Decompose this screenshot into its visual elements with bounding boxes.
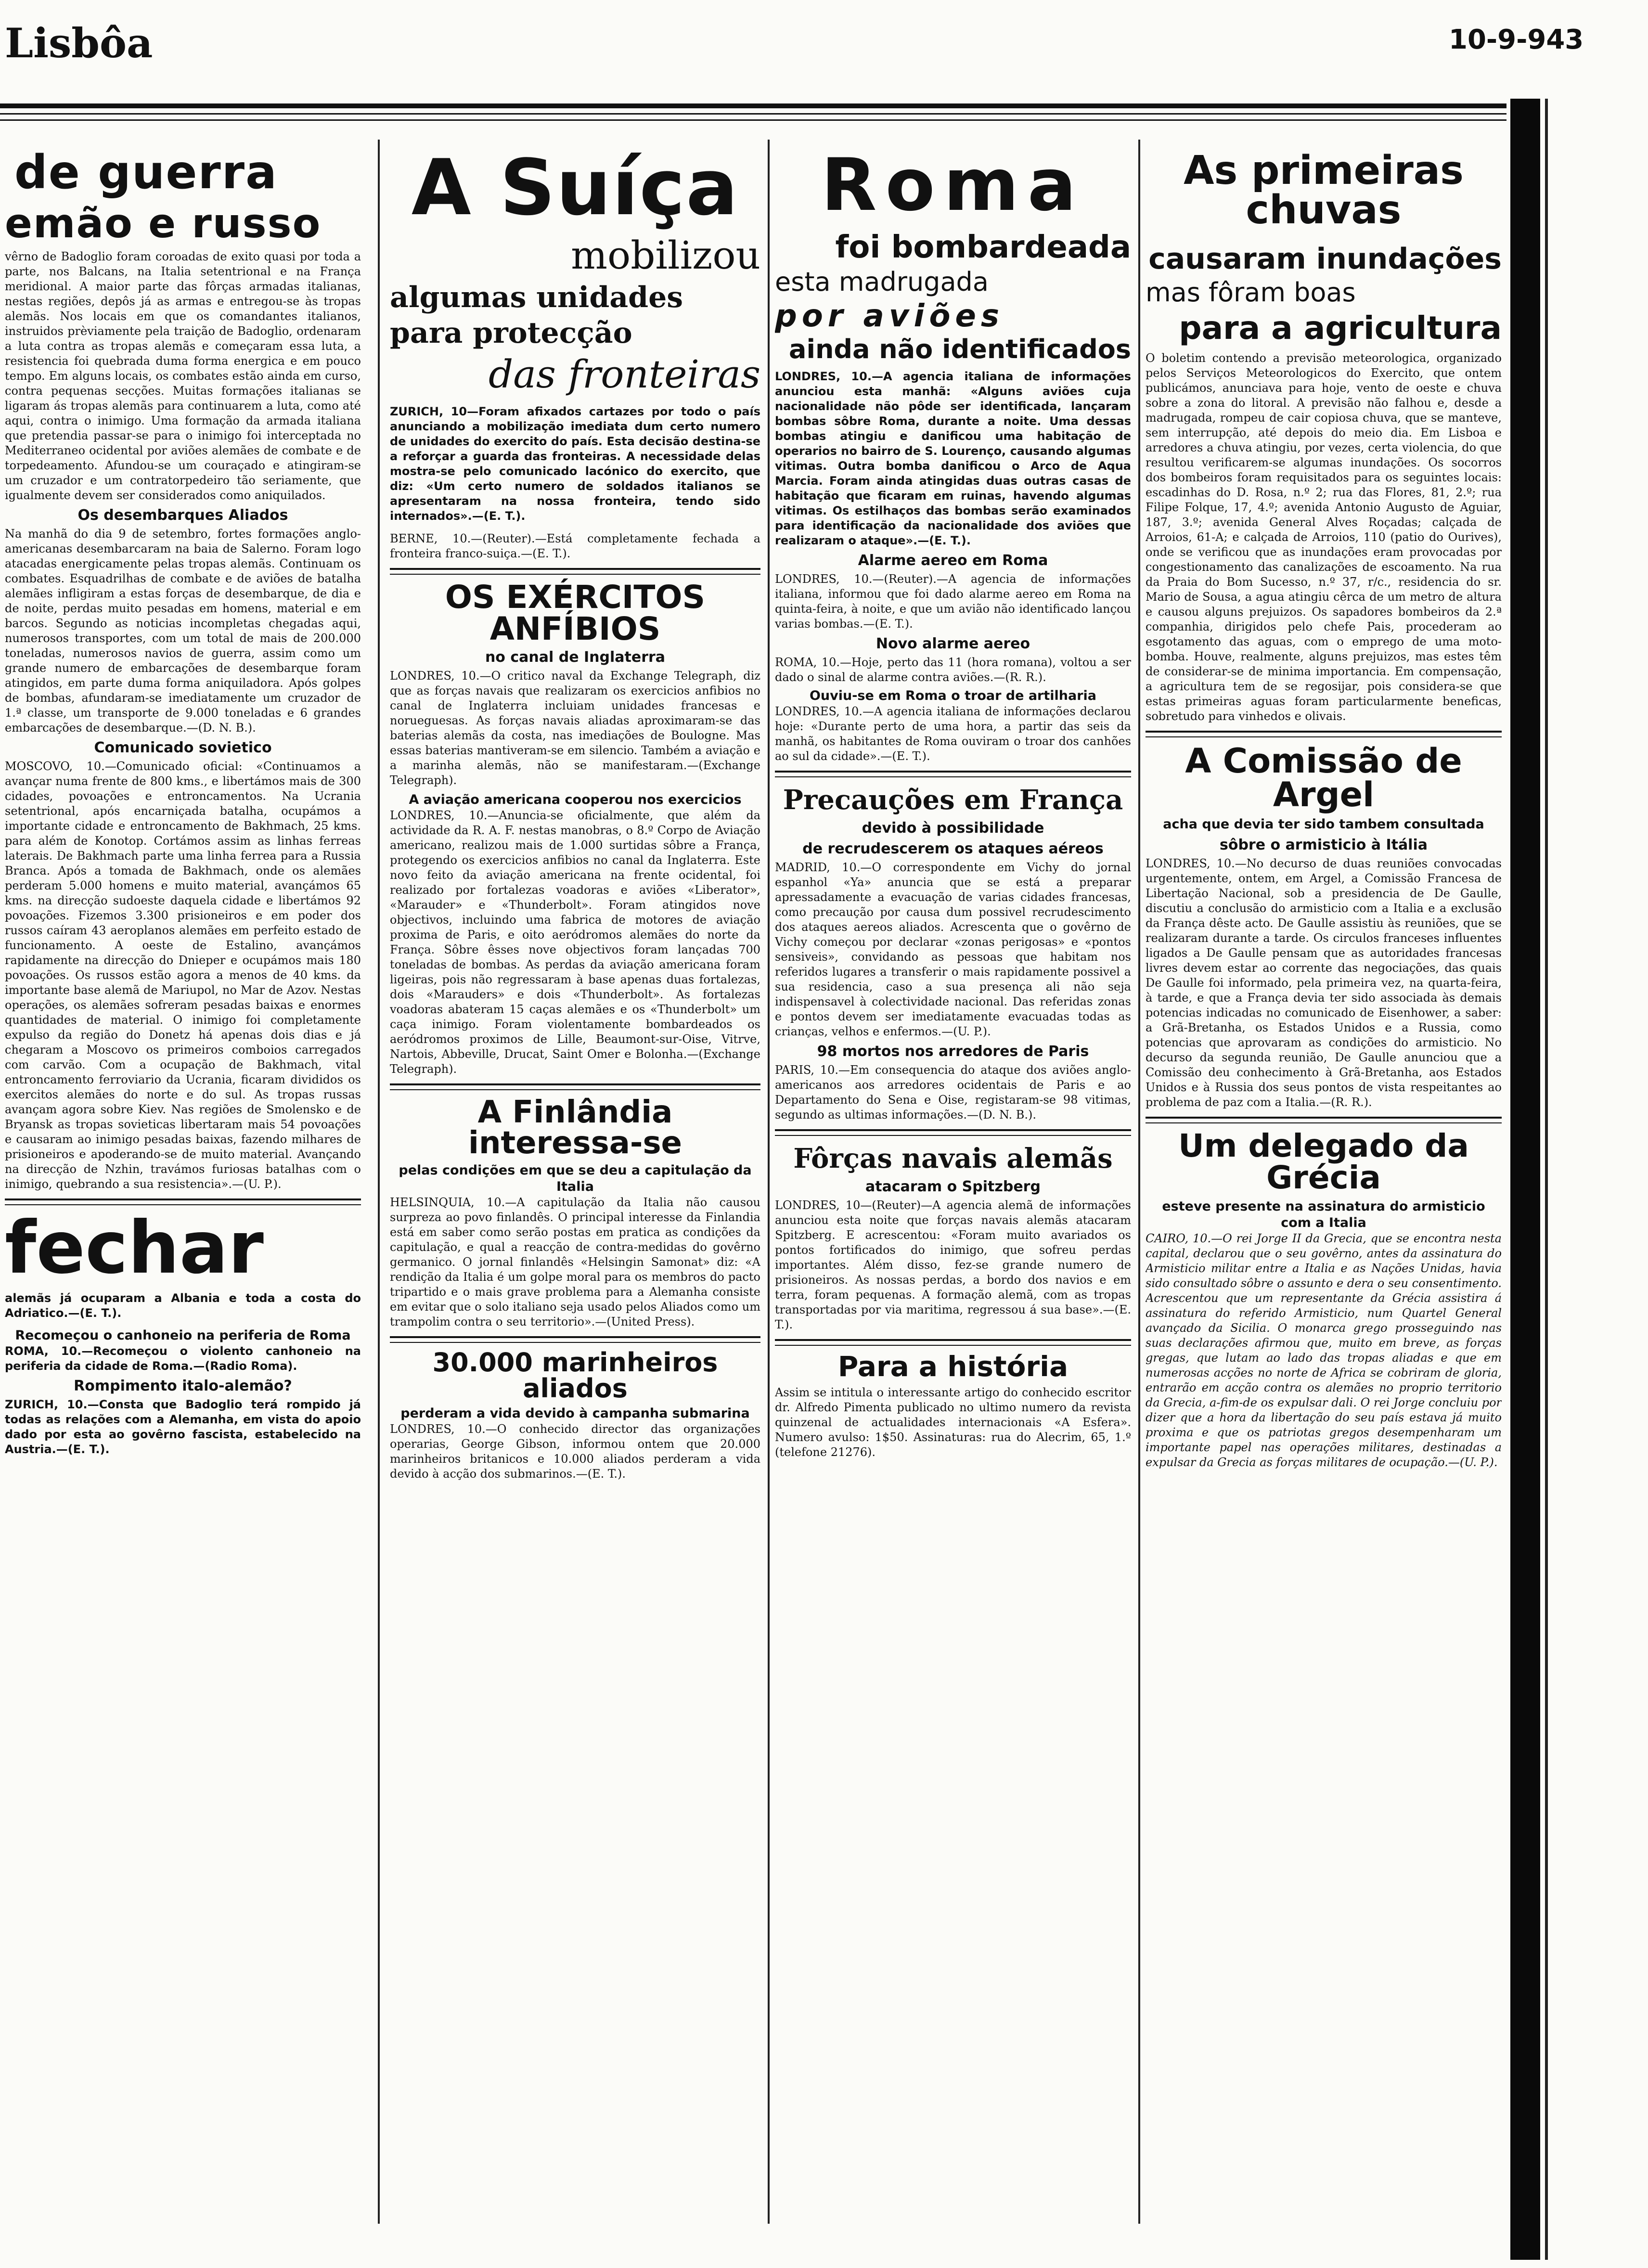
page-edge-line (1545, 99, 1548, 2260)
article-exercitos-anfibios: LONDRES, 10.—O critico naval da Exchange Telegraph, diz que as forças navais que realizaram os exercicios anfibios no canal de Inglaterra incluiam unidades francesas e norueguesas. As forças navais aliadas aproximaram-se das baterias alemãs da costa, nas imediações de Boulogne. Mas essas baterias mantiveram-se em silencio. Também a aviação e a marinha alemãs, não se manifestaram.—(Exchange Telegraph). (390, 669, 760, 787)
article-roma: LONDRES, 10.—A agencia italiana de informações anunciou esta manhã: «Alguns aviões cuja nacionalidade não pôde ser identificada, lançaram bombas sôbre Roma, durante a noite. Uma dessas bombas atingiu e danificou uma habitação de operarios no bairro de S. Lourenço, causando algumas vitimas. Outra bomba danificou o Arco de Aqua Marcia. Foram ainda atingidas duas outras casas de habitação que ficaram em ruinas, havendo algumas vitimas. Os estilhaços das bombas serão examinados para identificação da nacionalidade dos aviões que realizaram o ataque».—(E. T.). (775, 370, 1131, 547)
column-divider (1138, 140, 1140, 2224)
section-rule (390, 1336, 760, 1343)
subhead-alarme-aereo: Alarme aereo em Roma (858, 552, 1048, 569)
subhead-spitzberg: atacaram o Spitzberg (865, 1178, 1041, 1195)
article-berne: BERNE, 10.—(Reuter).—Está completamente fechada a fronteira franco-suiça.—(E. T.). (390, 532, 760, 560)
subhead-novo-alarme: Novo alarme aereo (876, 635, 1030, 652)
article-comunicado-sovietico: MOSCOVO, 10.—Comunicado oficial: «Continuamos a avançar numa frente de 800 kms., e libertámos mais de 300 cidades, povoações e entroncamentos. Na Ucrania setentrional, após encarniçada batalha, ocupámos a importante cidade e entroncamento de Bakhmach, 25 kms. para além de Konotop. Cortámos assim as linhas ferreas laterais. De Bakhmach parte uma linha ferrea para a Russia Branca. Após a tomada de Bakhmach, onde os alemães perderam 5.000 homens e muito material, avançámos 65 kms. na direcção sudoeste daquela cidade e libertámos 92 povoações. Fizemos 3.300 prisioneiros e em poder dos russos caíram 43 aeroplanos alemães em perfeito estado de funcionamento. A oeste de Estalino, avançámos rapidamente na direcção do Dnieper e ocupámos mais 180 povoações. Os russos estão agora a menos de 40 kms. da importante base alemã de Mariupol, no Mar de Azov. Nestas operações, os alemães sofreram pesadas baixas e enormes quantidades de material. O inimigo foi completamente expulso da região do Donetz há apenas dois dias e já chegaram a Moscovo os primeiros comboios carregados com carvão. Com a ocupação de Bakhmach, vital entroncamento ferroviario da Ucrania, ficaram divididos os exercitos alemães do norte e do sul. As tropas russas avançam agora sobre Kiev. Nas regiões de Smolensko e de Bryansk as tropas sovieticas libertaram mais 54 povoações e causaram ao inimigo pesadas baixas, fazendo milhares de prisioneiros e apoderando-se de muito material. Avançando na direcção de Nzhin, travámos furiosas batalhas com o inimigo, quebrando a sua resistencia».—(U. P.). (5, 760, 361, 1191)
paper-name: Lisbôa (5, 19, 153, 67)
subhead-canal-inglaterra: no canal de Inglaterra (485, 649, 666, 666)
article-suica: ZURICH, 10—Foram afixados cartazes por todo o país anunciando a mobilização imediata dum certo numero de unidades do exercito do país. Esta decisão destina-se a reforçar a guarda das fronteiras. A necessidade delas mostra-se pelo comunicado lacónico do exercito, que diz: «Um certo numero de soldados italianos se apresentaram na nossa fronteira, tendo sido internados».—(E. T.). (390, 405, 760, 523)
article-troar-artilharia: LONDRES, 10.—A agencia italiana de informações declarou hoje: «Durante perto de uma hora, a partir das seis da manhã, os habitantes de Roma ouviram o troar dos canhões ao sul da cidade».—(E. T.). (775, 705, 1131, 763)
headline-para-a-historia: Para a história (837, 1350, 1069, 1383)
subhead-algumas-unidades: algumas unidades (390, 281, 683, 314)
subhead-canhoneio: Recomeçou o canhoneio na periferia de Roma (15, 1328, 351, 1343)
article-para-a-historia: Assim se intitula o interessante artigo do conhecido escritor dr. Alfredo Pimenta publicado no ultimo numero da revista quinzenal de actualidades internacionais «A Esfera». Numero avulso: 1$50. Assinaturas: rua do Alecrim, 65, 1.º (telefone 21276). (775, 1386, 1131, 1459)
subhead-por-avioes: por aviões (775, 298, 1004, 334)
masthead-rule (0, 103, 1506, 108)
headline-fechar: fechar (5, 1206, 264, 1290)
headline-a-suica: A Suíça (411, 142, 739, 232)
subhead-desembarques: Os desembarques Aliados (77, 507, 288, 524)
subhead-98-mortos: 98 mortos nos arredores de Paris (817, 1043, 1089, 1060)
subhead-mobilizou: mobilizou (571, 233, 760, 278)
article-alarme-aereo: LONDRES, 10.—(Reuter).—A agencia de informações italiana, informou que foi dado alarme aereo em Roma na quinta-feira, à noite, e que um avião não identificado lançou varias bombas.—(E. T.). (775, 572, 1131, 631)
headline-finlandia: A Finlândia interessa-se (468, 1095, 682, 1161)
masthead-rule-thin-2 (0, 119, 1506, 121)
section-rule (5, 1198, 361, 1205)
headline-primeiras-chuvas: As primeiras chuvas (1184, 148, 1464, 233)
subhead-comunicado-sovietico: Comunicado sovietico (94, 739, 272, 756)
section-rule (775, 1129, 1131, 1136)
subhead-delegado-grecia: esteve presente na assinatura do armisticio com a Italia (1162, 1199, 1485, 1230)
column-3 (775, 140, 1131, 2224)
subhead-possibilidade: devido à possibilidade (862, 820, 1044, 837)
headline-exercitos-anfibios: OS EXÉRCITOS ANFÍBIOS (445, 579, 706, 647)
masthead-rule-thin (0, 113, 1506, 115)
section-rule (1146, 731, 1502, 737)
subhead-causaram-inundacoes: causaram inundações (1148, 242, 1502, 276)
article-98-mortos: PARIS, 10.—Em consequencia do ataque dos aviões anglo-americanos aos arredores ocidentais de Paris e ao Departamento do Sena e Oise, registaram-se 98 vitimas, segundo as ultimas informações.—(D. N. B.). (775, 1063, 1131, 1121)
headline-forcas-navais: Fôrças navais alemãs (793, 1143, 1113, 1174)
subhead-recrudescerem: de recrudescerem os ataques aéreos (802, 840, 1104, 857)
headline-delegado-grecia: Um delegado da Grécia (1178, 1127, 1469, 1196)
column-1 (5, 140, 361, 2224)
subhead-finlandia: pelas condições em que se deu a capitulação da Italia (399, 1163, 752, 1194)
page-date: 10-9-943 (1449, 24, 1584, 55)
section-rule (390, 1083, 760, 1090)
section-rule (1146, 1117, 1502, 1123)
headline-precaucoes-franca: Precauções em França (783, 784, 1123, 816)
subhead-aviacao-americana: A aviação americana cooperou nos exercicios (409, 792, 742, 807)
article-desembarques: Na manhã do dia 9 de setembro, fortes formações anglo-americanas desembarcaram na baia de Salerno. Foram logo atacadas energicamente pelas tropas alemãs. Continuam os combates. Esquadrilhas de combate e de aviões de batalha alemães infligiram a estas forças de desembarque, de dia e de noite, perdas muito pesadas em homens, material e em barcos. Segundo as noticias incompletas chegadas aqui, numerosos transportes, com um total de mais de 200.000 toneladas, numerosos navios de guerra, assim como um grande numero de embarcações de desembarque foram atingidos, em parte duma forma aniquiladora. Após golpes de bombas, afundaram-se imediatamente um cruzador de 1.ª classe, um transporte de 9.000 toneladas e 6 grandes embarcações de desembarque.—(D. N. B.). (5, 527, 361, 735)
article-finlandia: HELSINQUIA, 10.—A capitulação da Italia não causou surpreza ao povo finlandês. O principal interesse da Finlandia está em saber como serão postas em pratica as condições da capitulação, e qual a reacção de contra-medidas do govêrno germanico. O jornal finlandês «Helsingin Samonat» diz: «A rendição da Italia é um golpe moral para os membros do pacto tripartido e o mais grave problema para a Alemanha consiste em evitar que o solo italiano seja usado pelos Aliados como um trampolim contra o seu territorio».—(United Press). (390, 1196, 760, 1328)
headline-roma: Roma (821, 143, 1085, 227)
column-4 (1146, 140, 1502, 2224)
article-intro: vêrno de Badoglio foram coroadas de exito quasi por toda a parte, nos Balcans, na Italia setentrional e na França meridional. A maior parte das fôrças armadas italianas, nestas regiões, depôs já as armas e entregou-se às tropas alemãs. Nos locais em que os comandantes italianos, instruidos prèviamente pela traição de Badoglio, ordenaram a luta contra as tropas alemãs e começaram essa luta, a resistencia foi quebrada duma forma energica e em pouco tempo. Em alguns locais, os combates estão ainda em curso, contra pequenas secções. Muitas formações italianas se ligaram ás tropas alemãs para continuarem a luta, como até aqui, contra o inimigo. Uma formação da armada italiana que pretendia passar-se para o inimigo foi interceptada no Mediterraneo ocidental por aviões alemães de combate e de torpedeamento. Afundou-se um couraçado e atingiram-se um cruzador e um contratorpedeiro tão seriamente, que igualmente devem ser considerados como aniquilados. (5, 250, 361, 502)
article-marinheiros: LONDRES, 10.—O conhecido director das organizações operarias, George Gibson, informou ontem que 20.000 marinheiros britanicos e 10.000 aliados perderam a vida devido à acção dos submarinos.—(E. T.). (390, 1422, 760, 1481)
subhead-foi-bombardeada: foi bombardeada (835, 230, 1131, 265)
article-rompimento: ZURICH, 10.—Consta que Badoglio terá rompido já todas as relações com a Alemanha, em vista do apoio dado por esta ao govêrno fascista, estabelecido na Austria.—(E. T.). (5, 1398, 361, 1456)
headline-alemao-russo: emão e russo (5, 200, 322, 247)
subhead-devia-ter-sido-consultada: acha que devia ter sido tambem consultada (1163, 817, 1484, 832)
section-rule (775, 1339, 1131, 1346)
headline-marinheiros: 30.000 marinheiros aliados (432, 1347, 718, 1404)
article-aviacao-americana: LONDRES, 10.—Anuncia-se oficialmente, que além da actividade da R. A. F. nestas manobras, o 8.º Corpo de Aviação americano, realizou mais de 1.000 surtidas sôbre a França, protegendo os exercicios anfibios no canal da Inglaterra. Este novo feito da aviação americana na frente ocidental, foi realizado por fortalezas voadoras e aviões «Liberator», «Marauder» e «Thunderbolt». Foram atingidos nove objectivos, incluindo uma fabrica de motores de aviação proxima de Paris, e oito aeródromos alemães do norte da França. Sôbre êsses nove objectivos foram lançadas 700 toneladas de bombas. As perdas da aviação americana foram ligeiras, pois não regressaram à base apenas duas fortalezas, dois «Marauders» e dois «Thunderbolt». As fortalezas voadoras abateram 15 caças alemães e os «Thunderbolt» um caça inimigo. Foram violentamente bombardeados os aeródromos proximos de Lille, Beaumont-sur-Oise, Vitrve, Nartois, Abbeville, Drucat, Saint Omer e Bolonha.—(Exchange Telegraph). (390, 809, 760, 1076)
article-precaucoes-franca: MADRID, 10.—O correspondente em Vichy do jornal espanhol «Ya» anuncia que se está a preparar apressadamente a evacuação de varias cidades francesas, como precaução por causa dum possivel recrudescimento dos ataques aereos aliados. Acrescenta que o govêrno de Vichy começou por declarar «zonas perigosas» e «pontos sensiveis», convidando as pessoas que habitam nos referidos lugares a transferir o mais rapidamente possivel a sua residencia, caso a sua presença ali não seja indispensavel à colectividade nacional. Das referidas zonas e pontos devem ser imediatamente evacuadas todas as crianças, velhos e enfermos.—(U. P.). (775, 861, 1131, 1038)
subhead-esta-madrugada: esta madrugada (775, 267, 989, 297)
column-2 (390, 140, 760, 2224)
column-divider (768, 140, 770, 2224)
subhead-mas-foram-boas: mas fôram boas (1146, 277, 1356, 308)
section-rule (775, 771, 1131, 777)
article-canhoneio: ROMA, 10.—Recomeçou o violento canhoneio na periferia da cidade de Roma.—(Radio Roma). (5, 1344, 361, 1373)
subhead-ainda-nao-identificados: ainda não identificados (789, 334, 1131, 364)
article-delegado-grecia: CAIRO, 10.—O rei Jorge II da Grecia, que se encontra nesta capital, declarou que o seu govêrno, antes da assinatura do Armisticio militar entre a Italia e as Nações Unidas, havia sido consultado sôbre o assunto e dera o seu consentimento. Acrescentou que um representante da Grécia assistira á assinatura do referido Armisticio, num Quartel General avançado da Sicilia. O monarca grego prosseguindo nas suas declarações afirmou que, muito em breve, as forças gregas, que lutam ao lado das tropas aliadas e que em numerosas acções no norte de Africa se cobriram de gloria, entrarão em acção contra os alemães no proprio territorio da Grecia, a-fim-de os expulsar dali. O rei Jorge concluiu por dizer que a hora da libertação do seu país estava já muito proxima e que os patriotas gregos desempenharam um importante papel nas operações militares, destinadas a expulsar da Grecia as forças militares de ocupação.—(U. P.). (1146, 1232, 1502, 1469)
subhead-armisticio-italia: sôbre o armisticio à Itália (1219, 837, 1428, 853)
section-rule (390, 568, 760, 575)
subhead-troar-artilharia: Ouviu-se em Roma o troar de artilharia (809, 688, 1097, 703)
subhead-para-proteccao: para protecção (390, 316, 632, 350)
article-forcas-navais: LONDRES, 10—(Reuter)—A agencia alemã de informações anunciou esta noite que forças navais alemãs atacaram Spitzberg. E acrescentou: «Foram muito avariados os pontos fortificados do inimigo, que sofreu perdas importantes. Além disso, fez-se grande numero de prisioneiros. As nossas perdas, a bordo dos navios e em terra, foram pequenas. A formação alemã, com as tropas transportadas por via maritima, regressou á sua base».—(E. T.). (775, 1198, 1131, 1331)
page-edge-bar (1510, 99, 1540, 2260)
headline-comissao-argel: A Comissão de Argel (1185, 741, 1462, 814)
article-fechar: alemãs já ocuparam a Albania e toda a costa do Adriatico.—(E. T.). (5, 1291, 361, 1320)
article-comissao-argel: LONDRES, 10.—No decurso de duas reuniões convocadas urgentemente, ontem, em Argel, a Comissão Francesa de Libertação Nacional, sob a presidencia de De Gaulle, discutiu a conclusão do armisticio com a Italia e a exclusão da França dêste acto. De Gaulle assistiu às reuniões, que se realizaram durante a tarde. Os circulos franceses influentes ligados a De Gaulle pensam que as autoridades francesas livres devem estar ao corrente das negociações, das quais De Gaulle foi informado, pela primeira vez, na quarta-feira, à tarde, e que a França devia ter sido associada às demais potencias indicadas no comunicado de Eisenhower, a saber: a Grã-Bretanha, os Estados Unidos e a Russia, como potencias que aprovaram as condições do armisticio. No decurso da segunda reunião, De Gaulle anunciou que a Comissão deu conhecimento à Grã-Bretanha, aos Estados Unidos e à Russia dos seus pontos de vista respeitantes ao problema de paz com a Italia.—(R. R.). (1146, 857, 1502, 1109)
headline-de-guerra: de guerra (14, 145, 278, 199)
subhead-das-fronteiras: das fronteiras (489, 352, 760, 397)
subhead-rompimento: Rompimento italo-alemão? (74, 1378, 292, 1394)
column-divider (378, 140, 380, 2224)
subhead-para-a-agricultura: para a agricultura (1179, 309, 1502, 347)
subhead-marinheiros: perderam a vida devido à campanha submarina (400, 1406, 750, 1421)
article-primeiras-chuvas: O boletim contendo a previsão meteorologica, organizado pelos Serviços Meteorologicos do Exercito, que ontem publicámos, anunciava para hoje, vento de oeste e chuva sobre a zona do litoral. A previsão não falhou e, desde a madrugada, rompeu de cair copiosa chuva, que se manteve, sem interrupção, até depois do meio dia. Em Lisboa e arredores a chuva atingiu, por vezes, certa violencia, do que resultou verificarem-se algumas inundações. Os socorros dos bombeiros foram requisitados para os seguintes locais: escadinhas do D. Rosa, n.º 2; rua das Flores, 81, 2.º; rua Filipe Folque, 17, 4.º; avenida Antonio Augusto de Aguiar, 187, 3.º; avenida General Alves Roçadas; calçada de Arroios, 61-A; e calçada de Arroios, 110 (patio do Ourives), onde se verificou que as inundações eram provocadas por congestionamento das canalizações de escoamento. Na rua da Praia do Bom Sucesso, n.º 37, r/c., residencia do sr. Mario de Sousa, a agua atingiu cêrca de um metro de altura e causou alguns prejuizos. Os sapadores bombeiros da 2.ª companhia, dirigidos pelo chefe Pais, procederam ao esgotamento das aguas, com o emprego de uma moto-bomba. Houve, realmente, alguns prejuizos, mas estes têm de considerar-se de minima importancia. Em compensação, a agricultura tem de se regosijar, pois considera-se que estas primeiras aguas foram particularmente beneficas, sobretudo para vinhedos e olivais. (1146, 351, 1502, 723)
article-novo-alarme: ROMA, 10.—Hoje, perto das 11 (hora romana), voltou a ser dado o sinal de alarme contra aviões.—(R. R.). (775, 656, 1131, 684)
